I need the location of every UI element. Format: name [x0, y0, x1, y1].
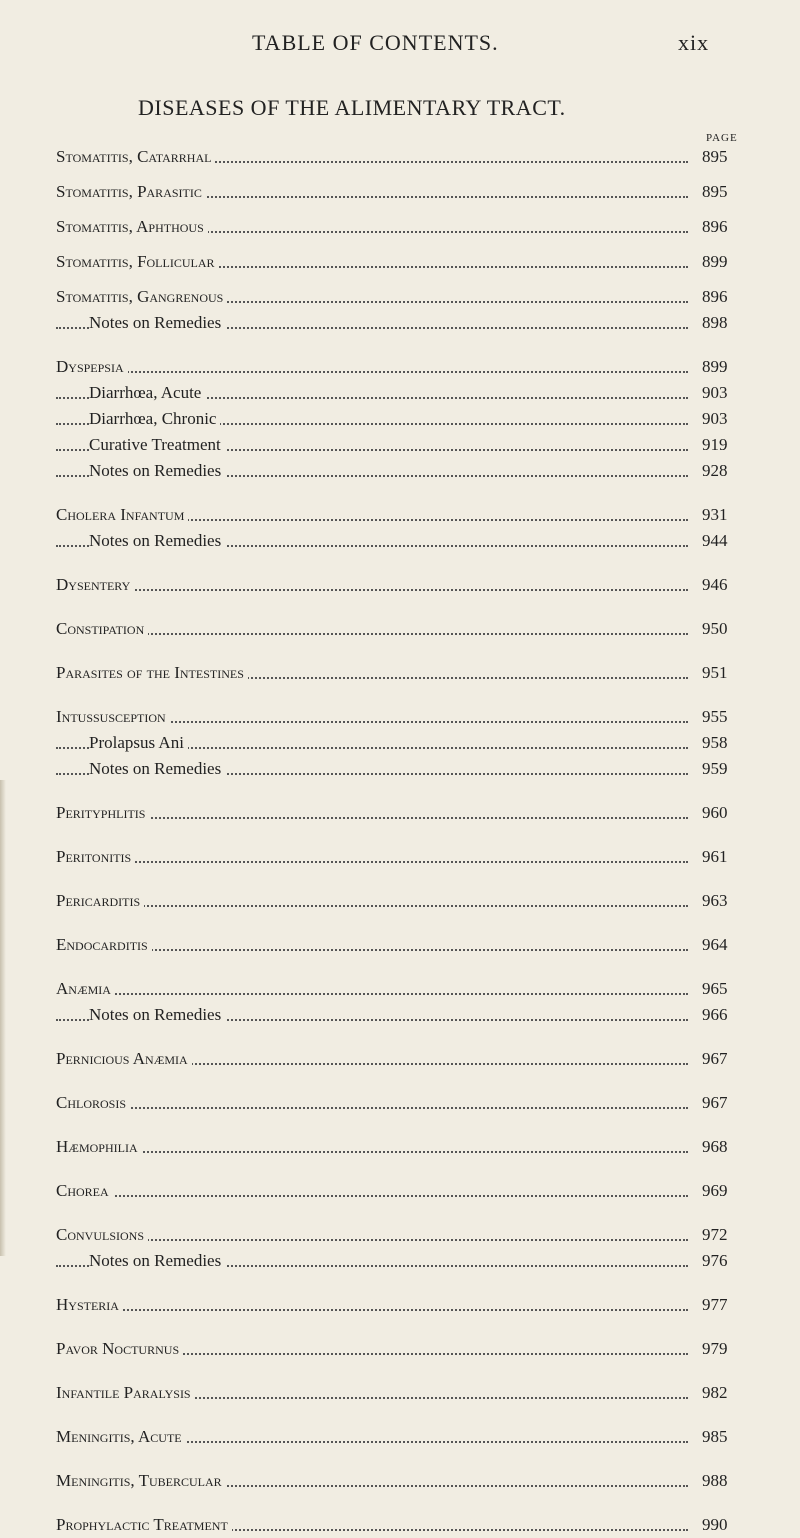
dot-leader: [56, 1309, 688, 1311]
dot-leader: [56, 993, 688, 995]
toc-entry: [0, 432, 800, 458]
toc-entry: [0, 1046, 800, 1072]
toc-entry-title: Anæmia: [56, 976, 115, 1002]
toc-entry-page: 919: [698, 432, 728, 458]
toc-entry-page: 968: [698, 1134, 728, 1160]
section-title: DISEASES OF THE ALIMENTARY TRACT.: [138, 95, 566, 120]
toc-entry-title: Meningitis, Acute: [56, 1424, 186, 1450]
dot-leader: [56, 1151, 688, 1153]
toc-entry-title: Perityphlitis: [56, 800, 149, 826]
toc-entry-title: Intussusception: [56, 704, 170, 730]
toc-entry-title: Stomatitis, Aphthous: [56, 214, 208, 240]
entry-spacer: [0, 642, 800, 660]
entry-spacer: [0, 598, 800, 616]
toc-entry-page: 979: [698, 1336, 728, 1362]
toc-entry-page: 990: [698, 1512, 728, 1538]
toc-entry-page: 944: [698, 528, 728, 554]
toc-entry-page: 959: [698, 756, 728, 782]
dot-leader: [56, 589, 688, 591]
toc-entry-title: Notes on Remedies: [89, 458, 225, 484]
toc-entry: [0, 380, 800, 406]
toc-entry-title: Chlorosis: [56, 1090, 130, 1116]
toc-entry: [0, 730, 800, 756]
toc-entry: [0, 888, 800, 914]
toc-entry-page: 961: [698, 844, 728, 870]
toc-entry-title: Curative Treatment: [89, 432, 225, 458]
toc-entry-page: 967: [698, 1046, 728, 1072]
dot-leader: [56, 905, 688, 907]
toc-entry-title: Notes on Remedies: [89, 1002, 225, 1028]
toc-entry: [0, 932, 800, 958]
toc-entry-title: Prolapsus Ani: [89, 730, 188, 756]
toc-entry-page: 964: [698, 932, 728, 958]
toc-entry-title: Diarrhœa, Chronic: [89, 406, 220, 432]
toc-entry: [0, 756, 800, 782]
dot-leader: [56, 817, 688, 819]
toc-entry-title: Infantile Paralysis: [56, 1380, 195, 1406]
toc-entry-page: 950: [698, 616, 728, 642]
entry-spacer: [0, 336, 800, 354]
page-column-label: PAGE: [706, 132, 738, 144]
toc-entry-title: Meningitis, Tubercular: [56, 1468, 226, 1494]
toc-entry: [0, 179, 800, 205]
toc-entry-page: 966: [698, 1002, 728, 1028]
toc-entry-page: 988: [698, 1468, 728, 1494]
toc-entry: [0, 1222, 800, 1248]
toc-entry-title: Stomatitis, Follicular: [56, 249, 219, 275]
toc-entry-page: 969: [698, 1178, 728, 1204]
toc-entry-title: Stomatitis, Parasitic: [56, 179, 206, 205]
toc-entry: [0, 144, 800, 170]
toc-entry: [0, 616, 800, 642]
toc-entry-page: 958: [698, 730, 728, 756]
entry-spacer: [0, 240, 800, 249]
entry-spacer: [0, 1318, 800, 1336]
entry-spacer: [0, 1116, 800, 1134]
toc-entry-page: 896: [698, 214, 728, 240]
toc-entry-title: Hysteria: [56, 1292, 123, 1318]
entry-spacer: [0, 1494, 800, 1512]
toc-entry-page: 903: [698, 406, 728, 432]
toc-entry-page: 898: [698, 310, 728, 336]
toc-entry-page: 982: [698, 1380, 728, 1406]
toc-entry: [0, 354, 800, 380]
toc-entry-title: Convulsions: [56, 1222, 148, 1248]
toc-entry: [0, 284, 800, 310]
toc-entry-page: 977: [698, 1292, 728, 1318]
toc-entry-title: Pavor Nocturnus: [56, 1336, 183, 1362]
entry-spacer: [0, 914, 800, 932]
toc-entry-title: Notes on Remedies: [89, 756, 225, 782]
toc-entry: [0, 660, 800, 686]
toc-entry: [0, 844, 800, 870]
toc-entry-page: 946: [698, 572, 728, 598]
toc-entry: [0, 458, 800, 484]
toc-entry: [0, 1336, 800, 1362]
toc-entry: [0, 1512, 800, 1538]
entry-spacer: [0, 686, 800, 704]
toc-entry: [0, 1292, 800, 1318]
toc-entry-title: Hæmophilia: [56, 1134, 142, 1160]
toc-entry-page: 931: [698, 502, 728, 528]
toc-entry-title: Notes on Remedies: [89, 310, 225, 336]
toc-entry-page: 972: [698, 1222, 728, 1248]
toc-entry-page: 903: [698, 380, 728, 406]
toc-entry: [0, 214, 800, 240]
entry-spacer: [0, 1406, 800, 1424]
dot-leader: [56, 1239, 688, 1241]
toc-entry-title: Parasites of the Intestines: [56, 660, 248, 686]
toc-entry-title: Chorea: [56, 1178, 113, 1204]
entry-spacer: [0, 205, 800, 214]
toc-entry: [0, 1468, 800, 1494]
toc-entry-page: 895: [698, 179, 728, 205]
toc-entry-page: 895: [698, 144, 728, 170]
toc-entry-page: 951: [698, 660, 728, 686]
dot-leader: [56, 371, 688, 373]
toc-entry-title: Stomatitis, Gangrenous: [56, 284, 227, 310]
toc-entry: [0, 528, 800, 554]
toc-entry-page: 963: [698, 888, 728, 914]
toc-entry-title: Notes on Remedies: [89, 1248, 225, 1274]
toc-entry-title: Pernicious Anæmia: [56, 1046, 192, 1072]
toc-entry-page: 976: [698, 1248, 728, 1274]
toc-entry: [0, 704, 800, 730]
toc-entry: [0, 406, 800, 432]
toc-entry: [0, 1248, 800, 1274]
toc-entry: [0, 976, 800, 1002]
toc-entry-title: Dyspepsia: [56, 354, 128, 380]
entry-spacer: [0, 1028, 800, 1046]
toc-entry-page: 985: [698, 1424, 728, 1450]
running-title: TABLE OF CONTENTS.: [252, 30, 499, 55]
toc-entry-title: Pericarditis: [56, 888, 144, 914]
toc-entry-page: 896: [698, 284, 728, 310]
toc-entry-page: 965: [698, 976, 728, 1002]
entry-spacer: [0, 484, 800, 502]
toc-entry: [0, 1134, 800, 1160]
toc-entry-page: 967: [698, 1090, 728, 1116]
toc-entry-title: Notes on Remedies: [89, 528, 225, 554]
entry-spacer: [0, 170, 800, 179]
entry-spacer: [0, 1362, 800, 1380]
toc-entry: [0, 1380, 800, 1406]
toc-entry-page: 928: [698, 458, 728, 484]
dot-leader: [56, 1195, 688, 1197]
toc-entry: [0, 800, 800, 826]
toc-entry-title: Prophylactic Treatment: [56, 1512, 232, 1538]
toc-entry-page: 899: [698, 354, 728, 380]
entry-spacer: [0, 782, 800, 800]
dot-leader: [56, 633, 688, 635]
toc-entry-title: Endocarditis: [56, 932, 152, 958]
toc-entry-title: Dysentery: [56, 572, 134, 598]
dot-leader: [56, 1107, 688, 1109]
entry-spacer: [0, 870, 800, 888]
entry-spacer: [0, 1160, 800, 1178]
toc-entry-title: Peritonitis: [56, 844, 135, 870]
entry-spacer: [0, 1450, 800, 1468]
running-head: [0, 30, 800, 60]
toc-entry-title: Stomatitis, Catarrhal: [56, 144, 215, 170]
entry-spacer: [0, 958, 800, 976]
toc-entry-title: Cholera Infantum: [56, 502, 188, 528]
entry-spacer: [0, 1204, 800, 1222]
binding-shadow: [0, 780, 6, 1256]
entry-spacer: [0, 275, 800, 284]
toc-entry: [0, 1178, 800, 1204]
entry-spacer: [0, 1072, 800, 1090]
dot-leader: [56, 861, 688, 863]
toc-entry: [0, 502, 800, 528]
entry-spacer: [0, 826, 800, 844]
table-of-contents: [0, 144, 800, 1538]
toc-entry-title: Diarrhœa, Acute: [89, 380, 205, 406]
toc-entry-page: 899: [698, 249, 728, 275]
entry-spacer: [0, 1274, 800, 1292]
toc-entry-title: Constipation: [56, 616, 148, 642]
toc-entry: [0, 572, 800, 598]
toc-entry-page: 955: [698, 704, 728, 730]
toc-entry-page: 960: [698, 800, 728, 826]
toc-entry: [0, 1002, 800, 1028]
entry-spacer: [0, 554, 800, 572]
toc-entry: [0, 1424, 800, 1450]
toc-entry: [0, 1090, 800, 1116]
toc-entry: [0, 310, 800, 336]
page-folio: xix: [678, 30, 710, 55]
toc-entry: [0, 249, 800, 275]
